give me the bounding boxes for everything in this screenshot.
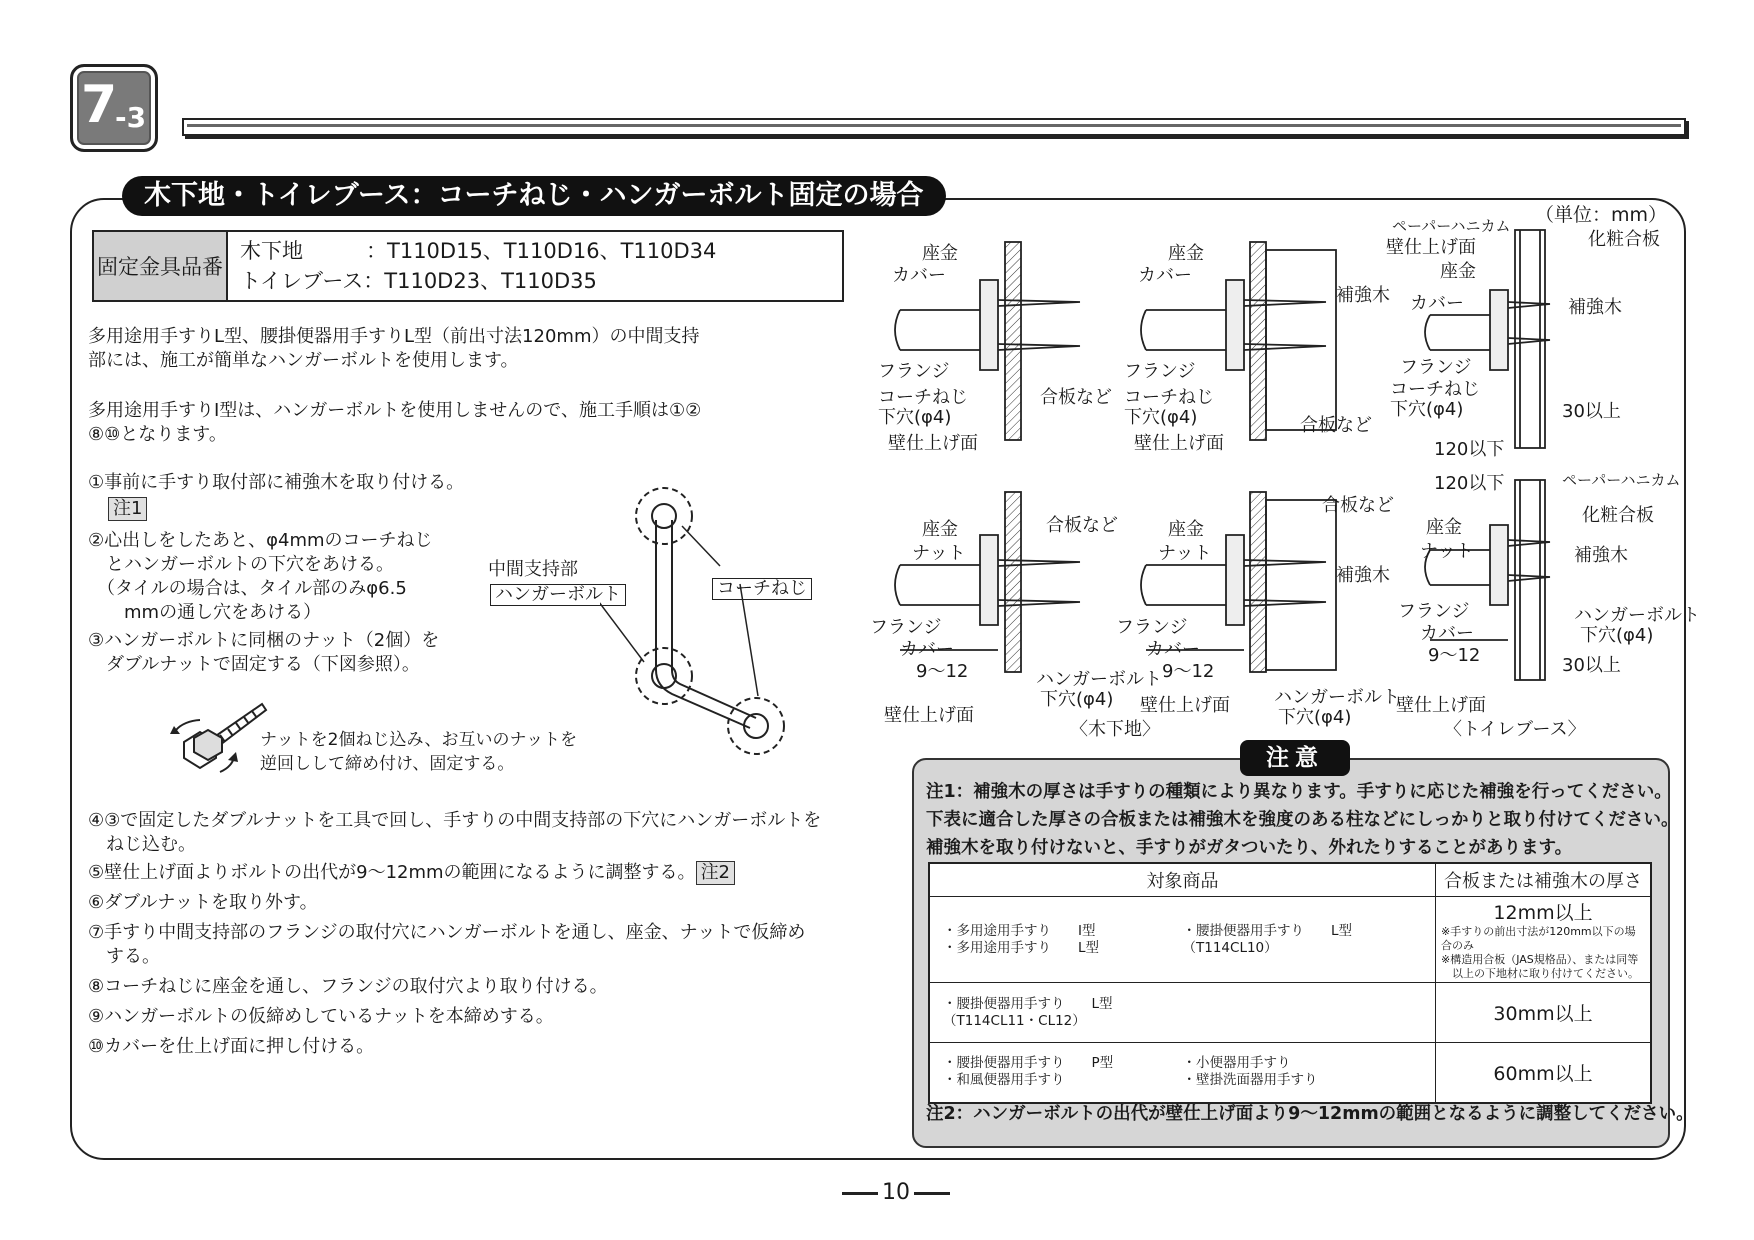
thickness-row-1: 12mm以上 ※手すりの前出寸法が120mm以下の場合のみ ※構造用合板（JAS規格品）、または同等 以上の下地材に取り付けてください。 (1436, 897, 1652, 983)
label-reinforce-br: 補強木 (1574, 545, 1628, 566)
label-coach-tm: コーチねじ (1124, 387, 1214, 408)
label-hanger-bl: ハンガーボルト (1036, 669, 1162, 690)
label-honeycomb-tr: ペーパーハニカム (1392, 217, 1511, 235)
label-flange-tm: フランジ (1124, 361, 1196, 382)
label-hanger-bm: ハンガーボルト (1274, 687, 1400, 708)
label-dim912-bl: 9～12 (916, 661, 969, 682)
label-30min-tr: 30以上 (1562, 401, 1621, 422)
badge-number: 7 (81, 75, 118, 135)
note-1-tag: 注1 (108, 497, 147, 521)
caution-badge: 注意 (1240, 740, 1350, 776)
step-3a: ③ハンガーボルトに同梱のナット（2個）を (88, 630, 440, 651)
caution-note-1-line-1: 注1：補強木の厚さは手すりの種類により異なります。手すりに応じた補強を行ってください。 (926, 782, 1672, 802)
label-hanger-pilot-br: 下穴(φ4) (1580, 625, 1654, 646)
label-washer-tl: 座金 (922, 243, 958, 264)
label-decor-ply-br: 化粧合板 (1582, 505, 1654, 526)
thickness-row-2: 30mm以上 (1436, 983, 1652, 1043)
step-2b: とハンガーボルトの下穴をあける。 (88, 554, 394, 575)
label-cover-bm: カバー (1146, 639, 1200, 660)
hanger-bolt-box-label: ハンガーボルト (490, 584, 626, 606)
caption-wood-base: 〈木下地〉 (1070, 719, 1160, 740)
thickness-row-3: 60mm以上 (1436, 1043, 1652, 1103)
label-pilot-tl: 下穴(φ4) (878, 407, 952, 428)
label-plywood-bl: 合板など (1046, 515, 1118, 536)
col-thickness: 合板または補強木の厚さ (1436, 863, 1652, 897)
label-plywood-tl: 合板など (1040, 387, 1112, 408)
mid-support-label: 中間支持部 (488, 559, 578, 580)
label-hanger-pilot-bl: 下穴(φ4) (1040, 689, 1114, 710)
label-cover-bl: カバー (900, 639, 954, 660)
label-reinforce-bm: 補強木 (1336, 565, 1390, 586)
caution-note-2: 注2：ハンガーボルトの出代が壁仕上げ面より9～12mmの範囲となるように調整してください。 (926, 1104, 1694, 1124)
label-flange-bm: フランジ (1116, 617, 1188, 638)
step-8: ⑧コーチねじに座金を通し、フランジの取付穴より取り付ける。 (88, 976, 608, 997)
label-120max-br: 120以下 (1434, 473, 1505, 494)
label-plywood-bm: 合板など (1322, 495, 1394, 516)
l-handrail-illustration (600, 480, 820, 760)
intro-line-1: 多用途用手すりL型、腰掛便器用手すりL型（前出寸法120mm）の中間支持 (88, 326, 700, 347)
section-title: 木下地・トイレブース：コーチねじ・ハンガーボルト固定の場合 (122, 176, 946, 216)
step-1: ①事前に手すり取付部に補強木を取り付ける。 (88, 472, 465, 493)
label-washer-tm: 座金 (1168, 243, 1204, 264)
step-7a: ⑦手すり中間支持部のフランジの取付穴にハンガーボルトを通し、座金、ナットで仮締め (88, 922, 806, 943)
intro-line-3: 多用途用手すりI型は、ハンガーボルトを使用しませんので、施工手順は①② (88, 400, 702, 421)
table-row (929, 1043, 1651, 1103)
label-wall-tm: 壁仕上げ面 (1134, 433, 1224, 454)
step-3b: ダブルナットで固定する（下図参照）。 (88, 654, 420, 675)
label-wall-br: 壁仕上げ面 (1396, 695, 1486, 716)
label-washer-bl: 座金 (922, 519, 958, 540)
step-4a: ④③で固定したダブルナットを工具で回し、手すりの中間支持部の下穴にハンガーボルトを (88, 810, 822, 831)
table-row (929, 897, 1651, 983)
badge-subnumber: -3 (115, 101, 147, 134)
intro-line-4: ⑧⑩となります。 (88, 424, 227, 445)
fixing-parts-heading: 固定金具品番 (93, 231, 227, 301)
label-coach-tr: コーチねじ (1390, 379, 1480, 400)
label-flange-tr: フランジ (1400, 357, 1472, 378)
fixing-parts-booth: トイレブース：T110D23、T110D35 (240, 269, 597, 293)
table-row (929, 983, 1651, 1043)
label-hanger-pilot-bm: 下穴(φ4) (1278, 707, 1352, 728)
label-wall-tr: 壁仕上げ面 (1386, 237, 1476, 258)
fixing-parts-values (227, 231, 843, 301)
products-row-3: ・腰掛便器用手すり P型 ・和風便器用手すり ・小便器用手すり ・壁掛洗面器用手すり (929, 1043, 1436, 1103)
label-dim912-bm: 9～12 (1162, 661, 1215, 682)
label-reinforce-tm: 補強木 (1336, 285, 1390, 306)
label-nut-bm: ナット (1158, 543, 1212, 564)
step-2c: （タイルの場合は、タイル部のみφ6.5 (88, 578, 407, 599)
label-30min-br: 30以上 (1562, 655, 1621, 676)
label-plywood-tm: 合板など (1300, 415, 1372, 436)
products-row-1: ・多用途用手すり I型 ・多用途用手すり L型 ・腰掛便器用手すり L型 （T114CL10） (929, 897, 1436, 983)
reinforcement-thickness-table (928, 862, 1652, 1104)
label-washer-tr: 座金 (1440, 261, 1476, 282)
fixing-parts-table (92, 230, 844, 302)
nut-caption-1: ナットを2個ねじ込み、お互いのナットを (260, 730, 578, 750)
intro-line-2: 部には、施工が簡単なハンガーボルトを使用します。 (88, 350, 519, 371)
step-6: ⑥ダブルナットを取り外す。 (88, 892, 318, 913)
col-target-products: 対象商品 (929, 863, 1436, 897)
step-9: ⑨ハンガーボルトの仮締めしているナットを本締めする。 (88, 1006, 554, 1027)
label-flange-bl: フランジ (870, 617, 942, 638)
label-wall-bl: 壁仕上げ面 (884, 705, 974, 726)
label-decor-ply-tr: 化粧合板 (1588, 229, 1660, 250)
caption-toilet-booth: 〈トイレブース〉 (1444, 719, 1586, 740)
label-flange-br: フランジ (1398, 601, 1470, 622)
unit-label: （単位：mm） (1535, 204, 1668, 226)
label-flange-tl: フランジ (878, 361, 950, 382)
fixing-parts-wood: 木下地 ：T110D15、T110D16、T110D34 (240, 239, 717, 263)
label-nut-br: ナット (1420, 541, 1474, 562)
page-number: 10 (838, 1180, 954, 1205)
label-wall-tl: 壁仕上げ面 (888, 433, 978, 454)
step-2a: ②心出しをしたあと、φ4mmのコーチねじ (88, 530, 433, 551)
label-coach-tl: コーチねじ (878, 387, 968, 408)
label-wall-bm: 壁仕上げ面 (1140, 695, 1230, 716)
label-120max-tr: 120以下 (1434, 439, 1505, 460)
note-2-tag: 注2 (696, 861, 735, 885)
label-washer-br: 座金 (1426, 517, 1462, 538)
products-row-2: ・腰掛便器用手すり L型 （T114CL11・CL12） (929, 983, 1436, 1043)
step-5: ⑤壁仕上げ面よりボルトの出代が9～12mmの範囲になるように調整する。 注2 (88, 860, 735, 885)
label-dim912-br: 9～12 (1428, 645, 1481, 666)
label-cover-tl: カバー (892, 265, 946, 286)
label-washer-bm: 座金 (1168, 519, 1204, 540)
caution-note-1-line-3: 補強木を取り付けないと、手すりがガタついたり、外れたりすることがあります。 (926, 838, 1573, 858)
installation-cross-sections (880, 220, 1680, 740)
label-pilot-tm: 下穴(φ4) (1124, 407, 1198, 428)
step-2d: mmの通し穴をあける） (88, 602, 322, 623)
step-7b: する。 (88, 946, 160, 967)
label-pilot-tr: 下穴(φ4) (1390, 399, 1464, 420)
step-4b: ねじ込む。 (88, 834, 196, 855)
double-nut-illustration (170, 690, 270, 780)
label-cover-tr: カバー (1410, 293, 1464, 314)
section-badge (70, 64, 158, 152)
step-10: ⑩カバーを仕上げ面に押し付ける。 (88, 1036, 375, 1057)
header-rule (182, 118, 1686, 136)
label-honeycomb-br: ペーパーハニカム (1562, 471, 1681, 489)
label-cover-br: カバー (1420, 623, 1474, 644)
label-cover-tm: カバー (1138, 265, 1192, 286)
label-hanger-br: ハンガーボルト (1574, 605, 1700, 626)
label-nut-bl: ナット (912, 543, 966, 564)
coach-screw-box-label: コーチねじ (712, 578, 812, 600)
nut-caption-2: 逆回しして締め付け、固定する。 (260, 754, 515, 774)
caution-note-1-line-2: 下表に適合した厚さの合板または補強木を強度のある柱などにしっかりと取り付けてください。 (926, 810, 1679, 830)
label-reinforce-tr: 補強木 (1568, 297, 1622, 318)
